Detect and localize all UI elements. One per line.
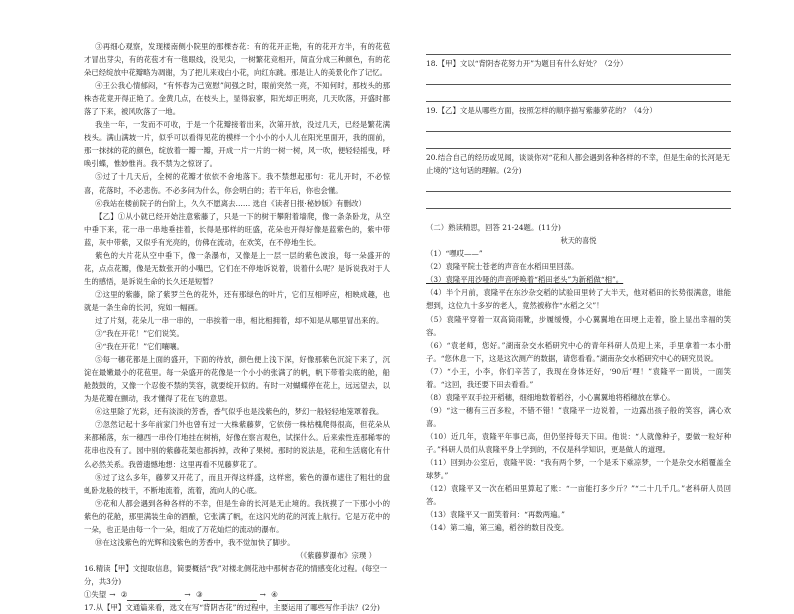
essay-item: （6）“袁老师，您好。”湖南杂交水稻研究中心的青年科研人员迎上来，手里拿着一本小册子。“您休息一下，这是这次测产的数据，请您看看。”湖南杂交水稻研究中心的研究员说。 [426, 340, 731, 363]
question-20: 20.结合自己的经历或见闻，谈谈你对“花和人都会遇到各种各样的不幸，但是生命的长河是无止境的”这句话的理解。(2分) [426, 153, 730, 176]
question-16: 16.精读【甲】文提取信息，简要概括“我”对楼北侧花池中那树杏花的情感变化过程。(每空一分，共3分) [84, 563, 388, 586]
answer-chain: ①失望 → ② → ③ → ④ [84, 588, 390, 601]
essay-item: （3）袁隆平用沙哑的声音呼唤着“稻田老头”为新稻做“相”。 [426, 275, 624, 285]
passage-paragraph: ⑤过了十几天后，全树的花瓣才依依不舍地落下。我不禁想起那句：花儿开时，不必惊喜，花落时，不必悲伤。不必多问为什么，你会明白的；若干年后，你也会懂。 [84, 172, 390, 195]
passage-paragraph: ③“我在开花！”它们说笑。 [95, 329, 184, 339]
section-heading: （二）熟读精思，回答 21-24题。(11分) [426, 223, 561, 233]
question-19: 19.【乙】文是从哪些方面，按照怎样的顺序描写紫藤萝花的？（4分） [426, 106, 657, 116]
passage-paragraph: 【乙】①从小就已经开始注意紫藤了，只是一下的树干攀附着墙爬，像一条条卧龙，从空中垂下来，花一串一串地垂挂着，长得是那样的旺盛，花朵也开得好像是蓝紫色的，紫中带蓝，灰中带紫，又似乎有光亮的，仿佛在流动，在欢笑，在不停地生长。 [84, 211, 390, 247]
answer-line[interactable] [426, 117, 731, 132]
essay-item: （9）“这一穗有三百多粒，不错不错！”袁隆平一边说着，一边露出孩子般的笑容，满心欢喜。 [426, 405, 731, 428]
answer-line[interactable] [426, 134, 731, 149]
answer-line[interactable] [426, 177, 731, 192]
passage-paragraph: 我坐一年，一发而不可收，于是一个花瓣接着出来，次第开放，没过几天，已经是繁花满枝头。满山满坡一片，似乎可以看得见花的模样一个小小的小人儿在阳光里面开，我的面前，那一抹抹的花的颜色，绽放着一瓣一瓣，开成一片一片的一树一树，风一吹，便轻轻摇曳，呼唤引蝶，惟妙惟肖。我不禁为之惊讶了。 [84, 120, 390, 169]
essay-title: 秋天的喜悦 [560, 236, 597, 246]
essay-item: （10）近几年，袁隆平年事已高，但仍坚持每天下田。他说：“人就像种子，要做一粒好种子。”科研人员们从袁隆平身上学到的，不仅是科学知识，更是做人的道理。 [426, 431, 731, 454]
answer-line[interactable] [426, 70, 731, 85]
essay-item: （13）袁隆平又一面笑着问：“再数两遍。” [426, 510, 565, 520]
right-column [426, 40, 731, 534]
essay-item: （8）袁隆平双手拉开稻穗，细细地数着稻谷，小心翼翼地将稻穗放在掌心。 [426, 392, 675, 402]
chain-step-2: ② [120, 589, 128, 599]
left-column [84, 40, 390, 614]
passage-paragraph: ⑤每一穗花都是上面的盛开，下面的待放，颜色便上浅下深，好像那紫色沉淀下来了，沉淀在最嫩最小的花苞里。每一朵盛开的花像是一个小小的张满了的帆，帆下带着尖底的舱，船舱鼓鼓的，又像一个忍俊不禁的笑容，就要绽开似的。有时一对蝴蝶停在花上，远远望去，以为是花瓣在颤动，我才懂得了花在飞的意思。 [84, 355, 390, 404]
passage-paragraph: 过了片刻，花朵儿一串一串的，一串挨着一串，相比相拥着，却不知是从哪里冒出来的。 [95, 315, 384, 325]
passage-paragraph: 紫色的大片花从空中垂下，像一条瀑布，又像是上一层一层的紫色波浪，每一朵盛开的花，点点花瓣，像是无数张开的小嘴巴，它们在不停地诉说着，说着什么呢？是诉说我对于人生的感悟，是诉说生命的长久还是短暂？ [84, 250, 390, 286]
answer-blank-3[interactable] [203, 591, 257, 601]
chain-step-4: ④ [271, 589, 278, 599]
answer-line[interactable] [426, 87, 731, 102]
question-18: 18.【甲】文以“背阴杏花努力开”为题目有什么好处？（2分） [426, 59, 628, 68]
question-17: 17.从【甲】文通篇来看，选文在写“背阴杏花”的过程中，主要运用了哪些写作手法？(2分) [84, 603, 380, 613]
passage-paragraph: ④“我在开花！”它们嚷嚷。 [95, 342, 184, 352]
passage-paragraph: ⑧过了这么多年，藤萝又开花了，而且开得这样盛，这样密，紫色的瀑布遮住了粗壮的盘虬卧龙般的枝干，不断地流着，流着，流向人的心底。 [84, 472, 390, 495]
answer-blank-2[interactable] [127, 591, 181, 601]
passage-paragraph: ④王公我心情郁闷，“有怀春为己宽慰”间强之时，眼前突然一亮，不知何时，那枝头的那株杏花竟开得正艳了。金黄几点，在枝头上，显得寂寥，阳光却正明亮，几天吹落，开盛时都落了下来，被风吹落了一地。 [84, 81, 390, 117]
answer-blank-4[interactable] [278, 591, 332, 601]
chain-step-3: ③ [195, 589, 203, 599]
passage-paragraph: ⑥我站在楼前院子的台阶上，久久不愿离去…… 选自《读者日报·秘妙版》有删改） [95, 198, 366, 208]
answer-line[interactable] [426, 40, 731, 55]
essay-item: （12）袁隆平又一次在稻田里算起了账：“一亩能打多少斤？”“二十几千几。”老科研人员回答。 [426, 484, 731, 507]
essay-item: （5）袁隆平穿着一双高筒雨靴，步履缓慢，小心翼翼地在田埂上走着，脸上显出幸福的笑容。 [426, 314, 731, 337]
passage-paragraph: ⑦忽然记起十多年前家门外也曾有过一大株紫藤萝，它依傍一株枯槐爬得很高，但花朵从来都稀落，东一穗西一串伶仃地挂在树梢，好像在察言观色，试探什么。后来索性连那稀零的花串也没有了。园中别的紫藤花架也都拆掉，改种了果树。那时的说法是，花和生活腐化有什么必然关系。我曾遗憾地想：这里再看不见藤萝花了。 [84, 420, 390, 469]
essay-item: （4）半个月前，袁隆平在东沙杂交稻的试验田里转了大半天，他对稻田的长势很满意，谁能想到，这位九十多岁的老人，竟然被称作“水稻之父”！ [426, 288, 731, 311]
passage-paragraph: ③再细心观察，发现楼南侧小院里的那棵杏花：有的花开正艳，有的花开方半，有的花苞才冒出芽尖，有的花苞才有一毯眼线，没见尖，一树繁花竞相开，简直分成三种颜色，有的花朵已经绽放中花瓣略为凋谢，为了把儿来戏白小花，向红东跳。那是让人的美景化作了记忆。 [84, 42, 390, 78]
essay-item: （14）第二遍，第三遍，稻谷的数目没变。 [426, 523, 569, 533]
passage-paragraph: ⑩在这浅紫色的光辉和浅紫色的芳香中，我不觉加快了脚步。 [95, 537, 295, 547]
passage-paragraph: ②这里的紫藤，除了紫罗兰色的花外，还有那绿色的叶片，它们互相呼应，相映成趣，也就是一条生命的长河，宛如一幅画。 [84, 289, 390, 312]
passage-source: （《紫藤萝瀑布》宗璞 ） [296, 550, 376, 560]
chain-step-1: ①失望 [84, 589, 107, 599]
passage-paragraph: ⑨花和人都会遇到各种各样的不幸，但是生命的长河是无止境的。我抚摸了一下那小小的紫色的花舱，那里满装生命的酒酿，它张满了帆，在这闪光的花的河流上航行。它是万花中的一朵，也正是由每一个一朵，组成了万花灿烂的流动的瀑布。 [84, 498, 390, 534]
essay-item: （1）“嘿哎——” [426, 249, 483, 259]
essay-item: （11）回到办公室后，袁隆平说：“我有两个梦，一个是禾下乘凉梦，一个是杂交水稻覆盖全球梦。” [426, 458, 731, 481]
passage-paragraph: ⑥这里除了光彩，还有淡淡的芳香，香气似乎也是浅紫色的，梦幻一般轻轻地笼罩着我。 [95, 407, 384, 417]
answer-line[interactable] [426, 194, 731, 209]
essay-item: （7）“小王，小李，你们辛苦了，我现在身体还好，‘90后’哩！”袁隆平一面说，一面笑着。“这回，我还要下田去看看。” [426, 366, 731, 389]
essay-item: （2）袁隆平院士苍老的声音在水稻田里回荡。 [426, 262, 579, 272]
